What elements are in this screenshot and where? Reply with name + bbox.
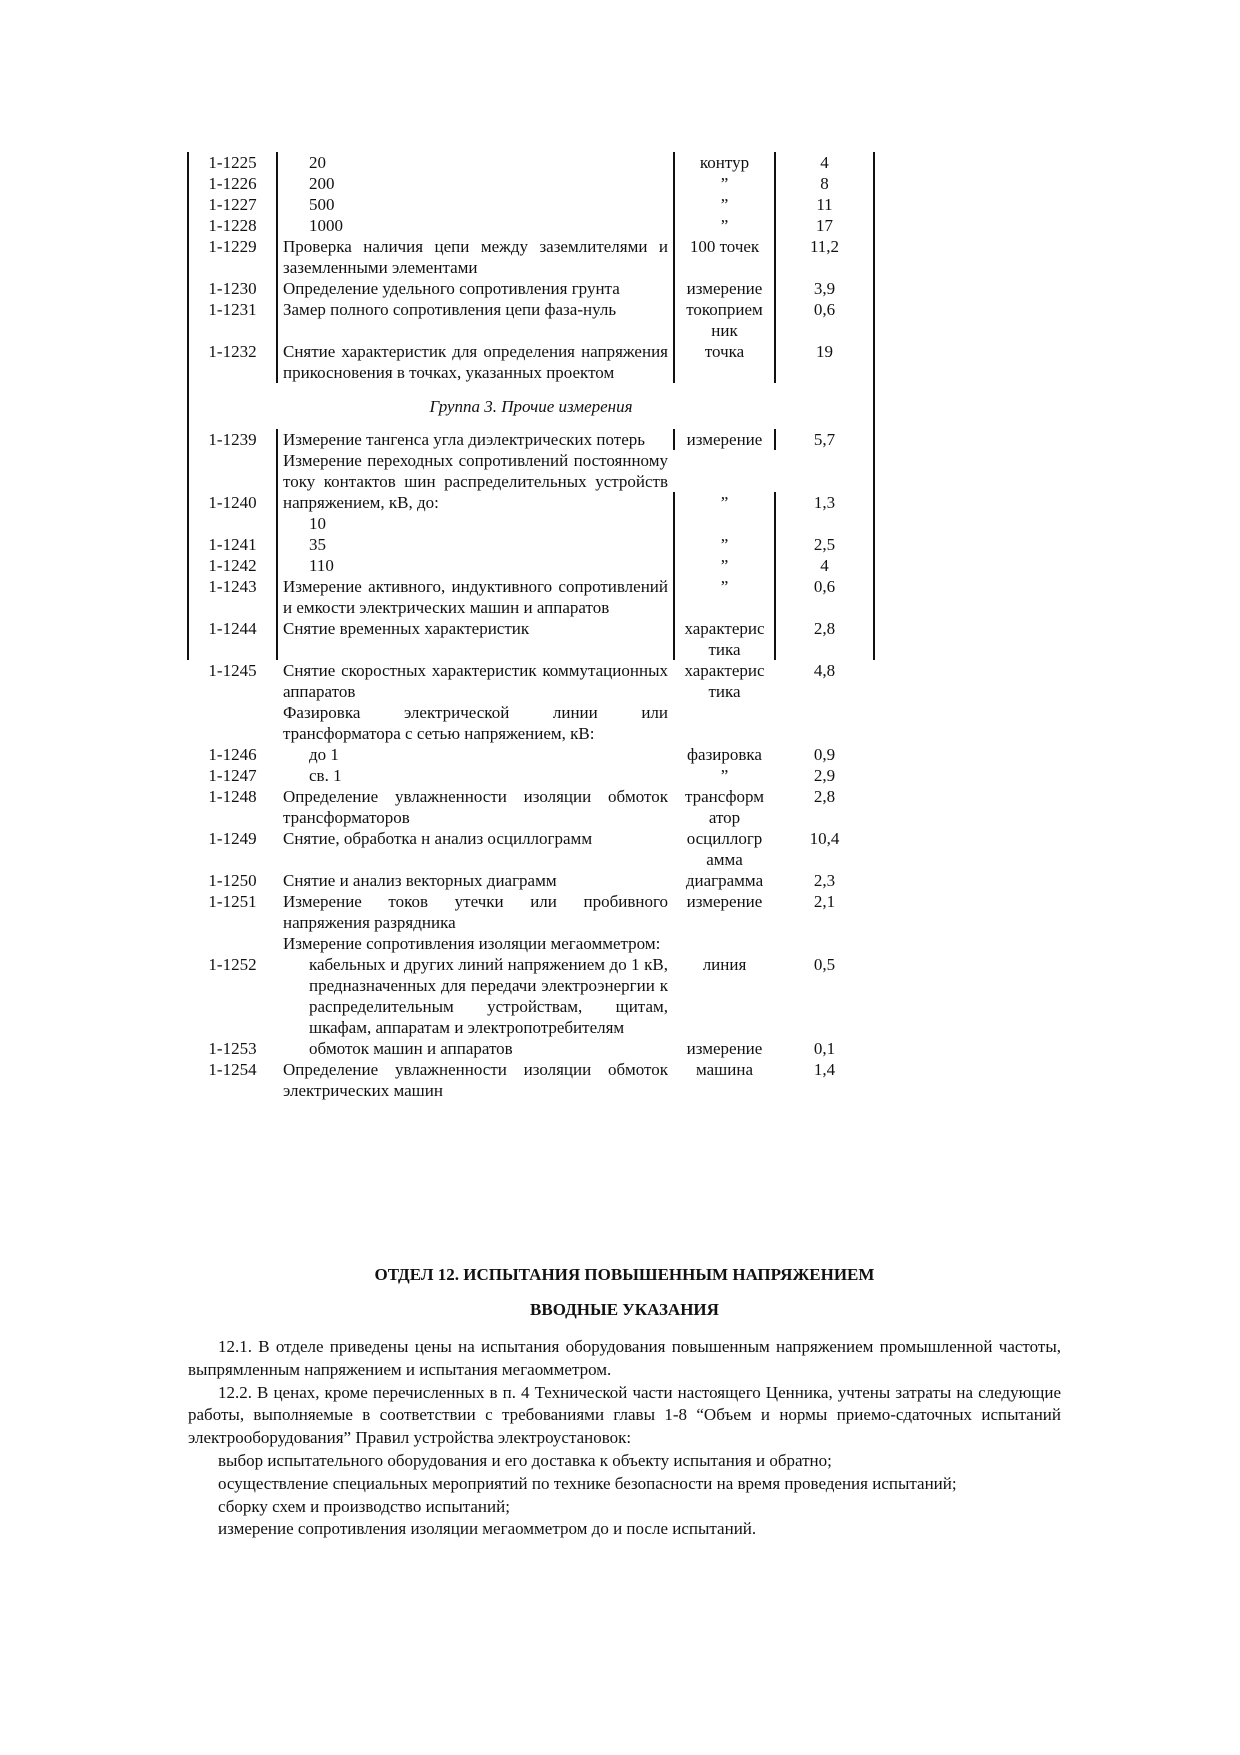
- table-section-group-2: [189, 152, 873, 383]
- item-unit: ”: [673, 194, 774, 215]
- item-code: 1-1228: [208, 215, 257, 235]
- item-value: [774, 702, 873, 744]
- item-description: Измерение активного, индуктивного сопротивлений и емкости электрических машин и аппаратов: [276, 576, 673, 618]
- paragraph: осуществление специальных мероприятий по технике безопасности на время проведения испытаний;: [218, 1473, 957, 1493]
- item-unit: ”: [673, 534, 774, 555]
- paragraph: выбор испытательного оборудования и его доставка к объекту испытания и обратно;: [218, 1450, 832, 1470]
- item-description: 1000: [276, 215, 673, 236]
- item-unit: 100 точек: [673, 236, 774, 278]
- table-row: [189, 236, 873, 278]
- section-title: ОТДЕЛ 12. ИСПЫТАНИЯ ПОВЫШЕННЫМ НАПРЯЖЕНИЕМ: [374, 1265, 875, 1284]
- item-code: 1-1254: [208, 1060, 257, 1079]
- item-value: 2,1: [813, 892, 836, 911]
- item-unit: линия: [702, 955, 747, 974]
- item-code: 1-1230: [208, 278, 257, 298]
- item-value: 17: [774, 215, 873, 236]
- table-row: [189, 513, 873, 534]
- paragraph: измерение сопротивления изоляции мегаомметром до и после испытаний.: [218, 1519, 757, 1539]
- item-unit: трансформ атор: [684, 787, 765, 827]
- item-value: 2,9: [813, 766, 836, 785]
- table-row: [189, 278, 873, 299]
- paragraphs: [188, 1336, 1061, 1541]
- item-description: Снятие характеристик для определения напряжения прикосновения в точках, указанных проектом: [276, 341, 673, 383]
- table-row: [189, 933, 873, 954]
- item-code: 1-1239: [208, 430, 257, 449]
- table-row: [189, 954, 873, 1038]
- table-row: [189, 555, 873, 576]
- item-unit: измерение: [686, 1039, 763, 1058]
- table-row: [189, 870, 873, 891]
- item-code: 1-1247: [208, 766, 257, 785]
- item-value: [774, 933, 873, 954]
- item-description: Замер полного сопротивления цепи фаза-нуль: [276, 299, 673, 341]
- item-code: 1-1243: [208, 577, 257, 596]
- section-intro: [188, 1264, 1061, 1541]
- paragraph: 12.1. В отделе приведены цены на испытания оборудования повышенным напряжением промышленной частоты, выпрямленным напряжением и испытания мегаомметром.: [188, 1337, 1061, 1379]
- item-value: 11,2: [774, 236, 873, 278]
- item-code: 1-1246: [208, 745, 257, 764]
- item-description: обмоток машин и аппаратов: [309, 1039, 513, 1058]
- table-row: [189, 618, 873, 660]
- item-code: 1-1248: [208, 787, 257, 806]
- item-unit: [673, 702, 774, 744]
- item-unit: измерение: [673, 278, 774, 299]
- table-section-group-3: [189, 429, 873, 660]
- table-row: [189, 744, 873, 765]
- item-code: [189, 702, 276, 744]
- item-code: 1-1245: [208, 661, 257, 680]
- item-value: 0,1: [813, 1039, 836, 1058]
- item-value: 3,9: [774, 278, 873, 299]
- item-description: Измерение переходных сопротивлений постоянному току контактов шин распределительных устройств напряжением, кВ, до:: [276, 450, 673, 513]
- item-description: до 1: [309, 745, 339, 764]
- table-row: [189, 194, 873, 215]
- item-description: Снятие и анализ векторных диаграмм: [283, 871, 557, 890]
- item-value: 1,3: [774, 492, 873, 513]
- item-value: 10,4: [809, 829, 840, 848]
- item-unit: ”: [673, 215, 774, 236]
- item-value: 8: [774, 173, 873, 194]
- item-code: 1-1244: [208, 619, 257, 638]
- item-unit: характерис тика: [673, 618, 774, 660]
- price-table: [187, 152, 875, 1102]
- table-row: [189, 1038, 873, 1059]
- table-row: [189, 534, 873, 555]
- item-code: 1-1229: [208, 236, 257, 256]
- item-unit: осциллогр амма: [686, 829, 763, 869]
- paragraph: сборку схем и производство испытаний;: [218, 1496, 510, 1516]
- item-description: 110: [276, 555, 673, 576]
- table-framed-block: [187, 152, 875, 661]
- item-code: 1-1227: [208, 194, 257, 214]
- item-value: 4,8: [813, 661, 836, 680]
- item-description: Снятие временных характеристик: [276, 618, 673, 660]
- table-row: [189, 660, 873, 702]
- table-row: [189, 1059, 873, 1101]
- table-row: [189, 450, 873, 513]
- item-description: 10: [276, 513, 673, 534]
- item-unit: токоприем ник: [673, 299, 774, 341]
- table-row: [189, 152, 873, 173]
- table-row: [189, 786, 873, 828]
- item-code: 1-1250: [208, 871, 257, 890]
- item-description: Снятие, обработка н анализ осциллограмм: [283, 829, 593, 848]
- item-unit: контур: [673, 152, 774, 173]
- table-row: [189, 576, 873, 618]
- item-code: 1-1241: [208, 535, 257, 554]
- item-value: 19: [774, 341, 873, 383]
- item-description: Проверка наличия цепи между заземлителями и заземленными элементами: [276, 236, 673, 278]
- table-row: [189, 702, 873, 744]
- item-unit: точка: [673, 341, 774, 383]
- item-description: Фазировка электрической линии или трансформатора с сетью напряжением, кВ:: [283, 703, 668, 743]
- item-code: 1-1226: [208, 173, 257, 193]
- item-description: кабельных и других линий напряжением до 1 кВ, предназначенных для передачи электроэнергии к распределительным устройствам, щитам, шкафам, аппаратам и электропотребителям: [309, 955, 668, 1037]
- item-code: 1-1242: [208, 556, 257, 575]
- item-description: 20: [276, 152, 673, 173]
- item-unit: ”: [673, 555, 774, 576]
- item-unit: измерение: [673, 429, 774, 450]
- item-value: 2,5: [774, 534, 873, 555]
- group-heading: Группа 3. Прочие измерения: [429, 397, 633, 416]
- item-description: Измерение тангенса угла диэлектрических потерь: [276, 429, 673, 450]
- item-code: 1-1240: [208, 493, 257, 512]
- item-value: 0,5: [813, 955, 836, 974]
- item-unit: ”: [673, 173, 774, 194]
- item-code: [189, 513, 276, 534]
- table-row: [189, 299, 873, 341]
- item-unit: ”: [720, 766, 729, 785]
- item-value: 4: [774, 152, 873, 173]
- table-section-continued: [189, 660, 873, 1101]
- item-description: Измерение сопротивления изоляции мегаомметром:: [283, 934, 661, 953]
- table-row: [189, 429, 873, 450]
- item-code: 1-1225: [208, 152, 257, 172]
- item-code: 1-1252: [208, 955, 257, 974]
- section-subtitle: ВВОДНЫЕ УКАЗАНИЯ: [530, 1300, 719, 1319]
- item-value: 0,6: [774, 576, 873, 618]
- item-description: св. 1: [309, 766, 342, 785]
- item-description: 35: [276, 534, 673, 555]
- item-unit: ”: [673, 576, 774, 618]
- item-code: 1-1232: [208, 341, 257, 361]
- item-unit: диаграмма: [685, 871, 764, 890]
- item-code: 1-1249: [208, 829, 257, 848]
- item-value: 0,9: [813, 745, 836, 764]
- item-code: [189, 933, 276, 954]
- item-unit: измерение: [686, 892, 763, 911]
- item-description: Определение увлажненности изоляции обмоток трансформаторов: [283, 787, 668, 827]
- item-value: 2,8: [774, 618, 873, 660]
- item-value: 11: [774, 194, 873, 215]
- item-unit: [673, 513, 774, 534]
- item-code: 1-1253: [208, 1039, 257, 1058]
- item-description: 500: [276, 194, 673, 215]
- item-value: 4: [774, 555, 873, 576]
- item-description: Определение увлажненности изоляции обмоток электрических машин: [283, 1060, 668, 1100]
- table-row: [189, 215, 873, 236]
- item-value: 2,3: [813, 871, 836, 890]
- table-row: [189, 765, 873, 786]
- item-unit: ”: [673, 492, 774, 513]
- table-row: [189, 341, 873, 383]
- item-description: Определение удельного сопротивления грунта: [276, 278, 673, 299]
- item-unit: машина: [695, 1060, 754, 1079]
- paragraph: 12.2. В ценах, кроме перечисленных в п. 4 Технической части настоящего Ценника, учтены затраты на следующие работы, выполняемые в соответствии с требованиями главы 1-8 “Объем и нормы приемо-сдаточных испытаний электрооборудования” Правил устройства электроустановок:: [188, 1382, 1061, 1448]
- item-value: 5,7: [774, 429, 873, 450]
- table-row: [189, 173, 873, 194]
- item-description: 200: [276, 173, 673, 194]
- item-unit: характерис тика: [684, 661, 765, 701]
- item-value: 0,6: [774, 299, 873, 341]
- table-row: [189, 828, 873, 870]
- item-description: Измерение токов утечки или пробивного напряжения разрядника: [283, 892, 668, 932]
- item-value: 2,8: [813, 787, 836, 806]
- table-row: [189, 891, 873, 933]
- item-code: 1-1251: [208, 892, 257, 911]
- item-value: [774, 513, 873, 534]
- item-unit: фазировка: [687, 745, 762, 764]
- item-code: 1-1231: [208, 299, 257, 319]
- item-unit: [673, 933, 774, 954]
- item-value: 1,4: [813, 1060, 836, 1079]
- item-description: Снятие скоростных характеристик коммутационных аппаратов: [283, 661, 668, 701]
